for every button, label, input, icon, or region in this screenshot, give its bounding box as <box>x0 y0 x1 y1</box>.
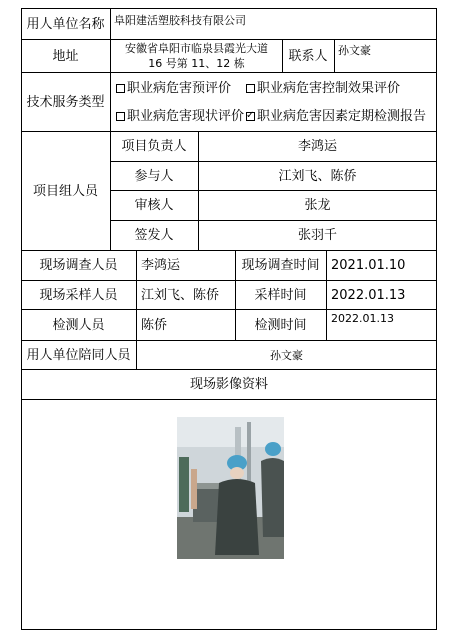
address-line-1: 安徽省阜阳市临泉县霞光大道 <box>125 42 268 55</box>
accompany-label: 用人单位陪同人员 <box>26 347 131 363</box>
checkbox-checked-icon <box>246 112 255 121</box>
site-photo <box>177 417 284 559</box>
service-option-status-evaluation: 职业病危害现状评价 <box>116 107 244 125</box>
checkbox-icon <box>116 84 125 93</box>
photo-section-title: 现场影像资料 <box>189 377 268 392</box>
checkbox-icon <box>116 112 125 121</box>
survey-person-label: 现场调查人员 <box>39 258 118 273</box>
team-role: 项目负责人 <box>121 139 187 154</box>
team-name: 江刘飞、陈侨 <box>278 168 357 184</box>
address-label: 地址 <box>52 48 79 64</box>
service-type-label: 技术服务类型 <box>26 94 105 110</box>
sampling-person-label: 现场采样人员 <box>39 287 118 303</box>
accompany-value: 孙文豪 <box>270 348 303 362</box>
team-role: 审核人 <box>134 198 174 213</box>
service-option-pre-evaluation: 职业病危害预评价 <box>116 79 244 97</box>
test-person-value: 陈侨 <box>141 317 168 333</box>
test-time-label: 检测时间 <box>254 317 307 333</box>
col-divider <box>326 250 327 340</box>
employer-label: 用人单位名称 <box>26 16 105 32</box>
team-name: 李鸿运 <box>297 139 337 154</box>
sampling-time-value: 2022.01.13 <box>331 287 406 303</box>
row-divider <box>21 399 437 400</box>
contact-label: 联系人 <box>288 48 328 64</box>
site-photo-illustration <box>177 417 284 559</box>
col-divider <box>334 39 335 72</box>
test-person-label: 检测人员 <box>52 317 105 333</box>
service-option-control-effect: 职业病危害控制效果评价 <box>246 79 436 97</box>
employer-value: 阜阳建活塑胶科技有限公司 <box>114 13 246 27</box>
team-role: 签发人 <box>134 228 174 243</box>
survey-person-value: 李鸿运 <box>141 258 181 273</box>
team-label: 项目组人员 <box>32 183 98 199</box>
address-value <box>111 41 282 71</box>
team-name: 张羽千 <box>297 228 337 243</box>
address-line-2: 16 号第 11、12 栋 <box>148 57 245 70</box>
sampling-time-label: 采样时间 <box>254 287 307 303</box>
sampling-person-value: 江刘飞、陈侨 <box>141 287 220 303</box>
survey-time-label: 现场调查时间 <box>241 258 320 273</box>
service-option-periodic-test: ✓ 职业病危害因素定期检测报告 <box>246 107 436 125</box>
team-role: 参与人 <box>134 168 174 184</box>
checkbox-icon <box>246 84 255 93</box>
team-name: 张龙 <box>304 198 331 213</box>
contact-value: 孙文豪 <box>338 43 371 57</box>
survey-time-value: 2021.01.10 <box>331 258 406 273</box>
test-time-value: 2022.01.13 <box>331 311 394 325</box>
